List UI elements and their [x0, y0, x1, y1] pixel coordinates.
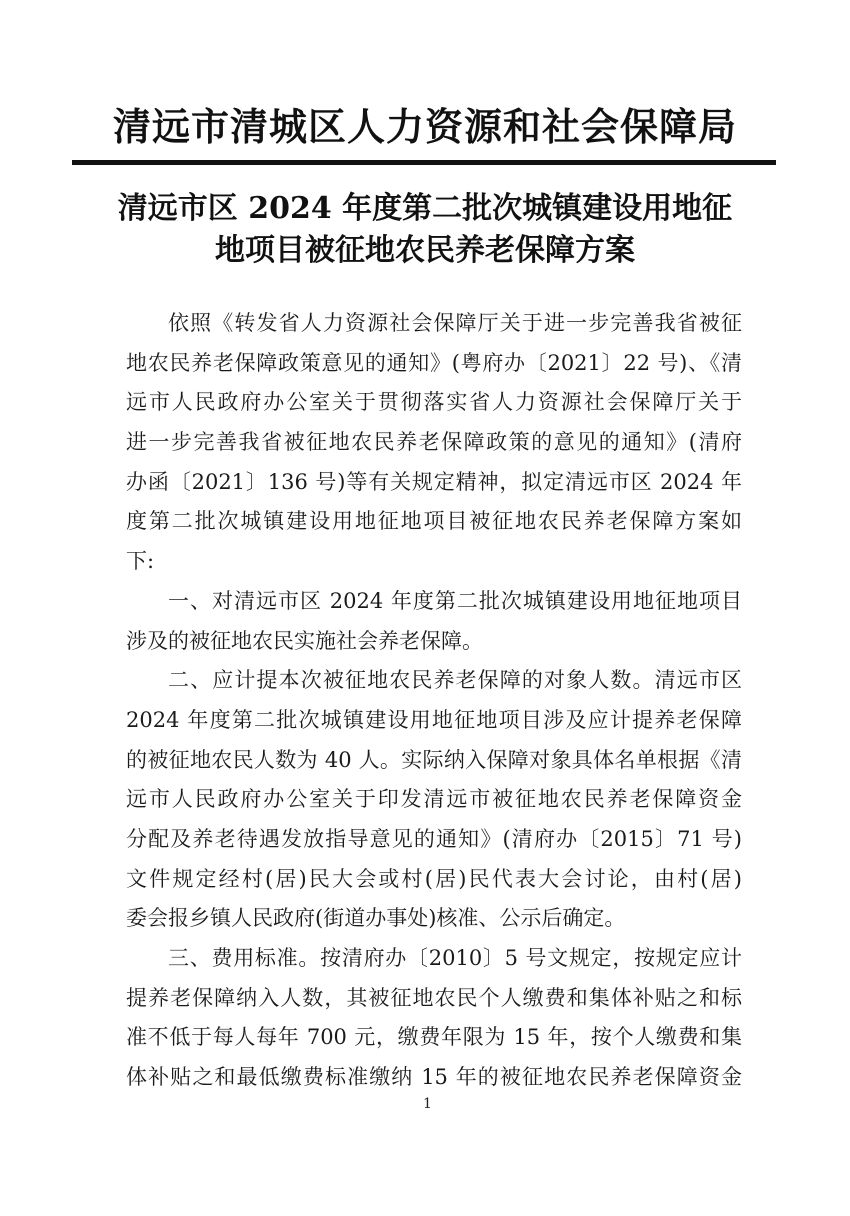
body-line: 远市人民政府办公室关于贯彻落实省人力资源社会保障厅关于 — [126, 390, 742, 415]
body-line: 涉及的被征地农民实施社会养老保障。 — [126, 628, 483, 653]
body-line: 体补贴之和最低缴费标准缴纳 15 年的被征地农民养老保障资金 — [126, 1065, 742, 1090]
body-line: 准不低于每人每年 700 元，缴费年限为 15 年，按个人缴费和集 — [126, 1025, 742, 1050]
body-line: 远市人民政府办公室关于印发清远市被征地农民养老保障资金 — [126, 787, 742, 812]
body-line: 度第二批次城镇建设用地征地项目被征地农民养老保障方案如 — [126, 509, 742, 534]
document-body — [126, 304, 742, 1098]
body-line: 2024 年度第二批次城镇建设用地征地项目涉及应计提养老保障 — [126, 707, 742, 732]
issuing-organization-header: 清远市清城区人力资源和社会保障局 — [112, 104, 737, 149]
body-line: 一、对清远市区 2024 年度第二批次城镇建设用地征地项目 — [168, 588, 742, 613]
body-line: 文件规定经村(居)民大会或村(居)民代表大会讨论，由村(居) — [126, 866, 742, 891]
document-title-line-1: 清远市区 2024 年度第二批次城镇建设用地征 — [117, 191, 733, 226]
body-line: 提养老保障纳入人数，其被征地农民个人缴费和集体补贴之和标 — [126, 985, 742, 1010]
body-line: 分配及养老待遇发放指导意见的通知》(清府办〔2015〕71 号) — [126, 826, 742, 851]
header-divider-rule — [72, 160, 776, 165]
body-line: 三、费用标准。按清府办〔2010〕5 号文规定，按规定应计 — [168, 946, 742, 970]
body-line: 办函〔2021〕136 号)等有关规定精神，拟定清远市区 2024 年 — [126, 469, 742, 494]
page-number: 1 — [423, 1096, 432, 1112]
body-line: 下: — [126, 549, 155, 574]
body-line: 进一步完善我省被征地农民养老保障政策的意见的通知》(清府 — [126, 430, 742, 455]
body-line: 地农民养老保障政策意见的通知》(粤府办〔2021〕22 号)、《清 — [126, 350, 742, 375]
body-line: 的被征地农民人数为 40 人。实际纳入保障对象具体名单根据《清 — [126, 747, 742, 772]
body-line: 二、应计提本次被征地农民养老保障的对象人数。清远市区 — [168, 668, 742, 693]
document-title-line-2: 地项目被征地农民养老保障方案 — [215, 233, 635, 268]
body-line: 委会报乡镇人民政府(街道办事处)核准、公示后确定。 — [126, 906, 626, 931]
document-title — [70, 188, 780, 272]
body-line: 依照《转发省人力资源社会保障厅关于进一步完善我省被征 — [168, 311, 742, 335]
